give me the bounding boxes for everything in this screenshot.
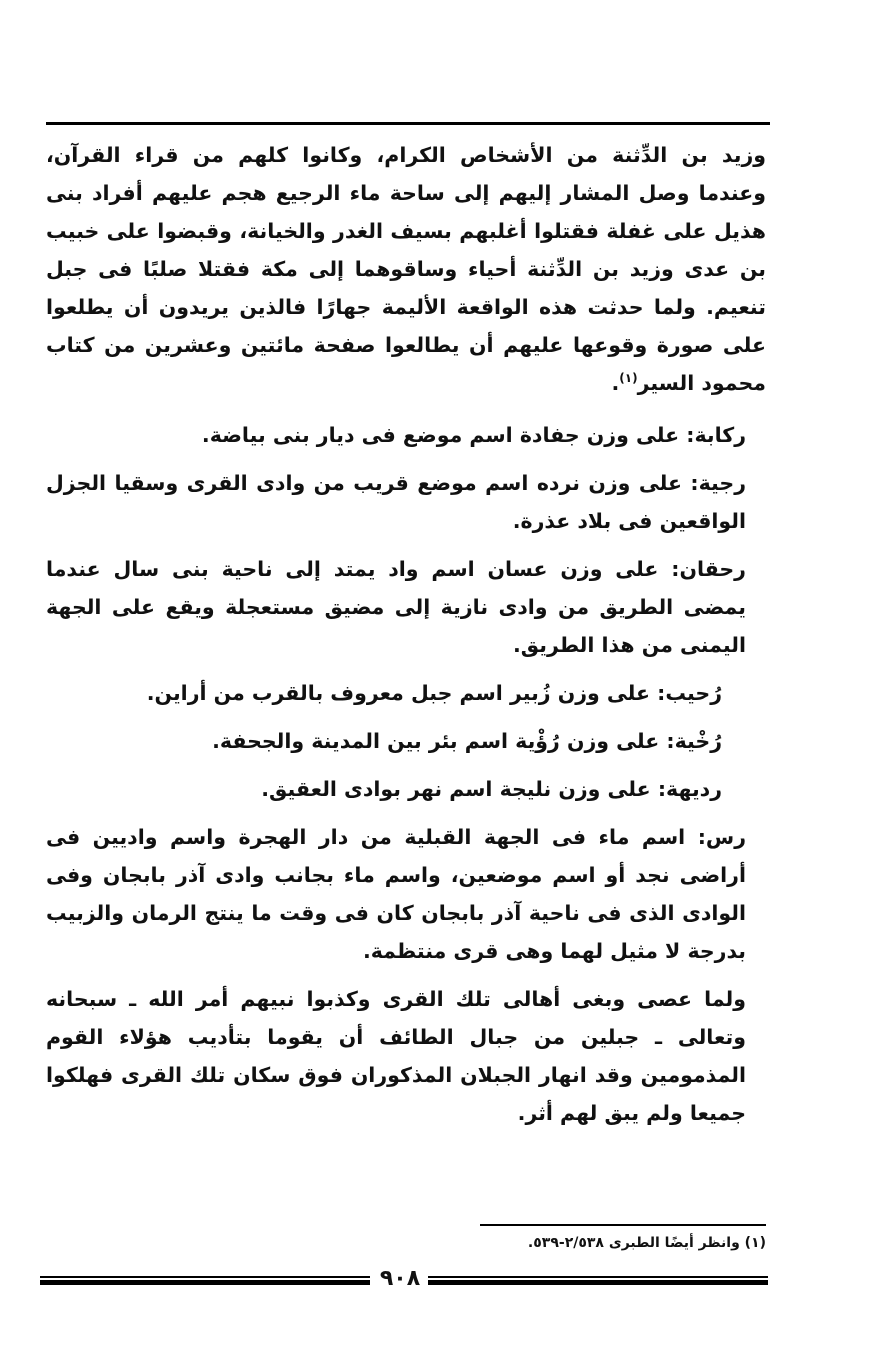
footnote-rule bbox=[480, 1224, 766, 1226]
entry-definition: على وزن نليجة اسم نهر بوادى العقيق. bbox=[261, 777, 658, 801]
entry-definition: على وزن عسان اسم واد يمتد إلى ناحية بنى سال عندما يمضى الطريق من وادى نازية إلى مضيق مستعجلة ويقع على الجهة اليمنى من هذا الطريق. bbox=[46, 557, 746, 657]
entry-definition: على وزن زُبير اسم جبل معروف بالقرب من أراين. bbox=[146, 681, 658, 705]
main-paragraph-text: وزيد بن الدِّثنة من الأشخاص الكرام، وكانوا كلهم من قراء القرآن، وعندما وصل المشار إليهم إلى ساحة ماء الرجيع هجم عليهم أفراد بنى هذيل على غفلة فقتلوا أغلبهم بسيف الغدر والخيانة، وقبضوا على خبيب بن عدى وزيد بن الدِّثنة أحياء وساقوهما إلى مكة فقتلا صلبًا فى جبل تنعيم. ولما حدثت هذه الواقعة الأليمة جهارًا فالذين يريدون أن يطلعوا على صورة وقوعها عليهم أن يطالعوا صفحة مائتين وعشرين من كتاب محمود السير bbox=[46, 143, 766, 395]
footer-rule-thin bbox=[428, 1276, 768, 1278]
entry-definition: اسم ماء فى الجهة القبلية من دار الهجرة واسم واديين فى أراضى نجد أو اسم موضعين، واسم ماء بجانب وادى آذر بابجان وفى الوادى الذى فى ناحية آذر بابجان كان فى وقت ما ينتج الرمان والزبيب بدرجة لا مثيل لهما وهى قرى منتظمة. bbox=[46, 825, 746, 963]
header-rule bbox=[46, 122, 770, 125]
entry-term: رُحيب: bbox=[657, 681, 722, 705]
entry-term: رس: bbox=[697, 825, 746, 849]
entry-rajiya bbox=[46, 464, 766, 540]
main-paragraph-end: . bbox=[611, 371, 620, 395]
entry-definition: على وزن نرده اسم موضع قريب من وادى القرى وسقيا الجزل الواقعين فى بلاد عذرة. bbox=[46, 471, 746, 533]
entry-term: رجية: bbox=[690, 471, 746, 495]
entry-rukhya bbox=[46, 722, 766, 760]
entry-radiha bbox=[46, 770, 766, 808]
entry-term: رحقان: bbox=[671, 557, 746, 581]
footer-rule-thin bbox=[40, 1276, 370, 1278]
entry-term: رديهة: bbox=[657, 777, 722, 801]
page-number: ٩٠٨ bbox=[379, 1266, 421, 1291]
footer-rule-left bbox=[40, 1276, 370, 1285]
closing-paragraph: ولما عصى وبغى أهالى تلك القرى وكذبوا نبيهم أمر الله ـ سبحانه وتعالى ـ جبلين من جبال الطائف أن يقوما بتأديب هؤلاء القوم المذمومين وقد انهار الجبلان المذكوران فوق سكان تلك القرى فهلكوا جميعا ولم يبق لهم أثر. bbox=[46, 987, 746, 1125]
footer-rule-thick bbox=[428, 1280, 768, 1285]
footnote: (١) وانظر أيضًا الطبرى ٢/٥٣٨-٥٣٩. bbox=[527, 1235, 766, 1251]
footer-rule-right bbox=[428, 1276, 768, 1285]
main-paragraph bbox=[46, 136, 766, 402]
entry-term: ركابة: bbox=[686, 423, 746, 447]
entry-ruhaib bbox=[46, 674, 766, 712]
entry-rass bbox=[46, 818, 766, 970]
entry-rahqan bbox=[46, 550, 766, 664]
entry-term: رُخْية: bbox=[666, 729, 722, 753]
entry-rakaba bbox=[46, 416, 766, 454]
footnote-reference: (١) bbox=[619, 371, 638, 386]
entry-definition: على وزن جفادة اسم موضع فى ديار بنى بياضة. bbox=[201, 423, 687, 447]
entry-definition: على وزن رُؤْية اسم بئر بين المدينة والجحفة. bbox=[212, 729, 667, 753]
footer-rule-thick bbox=[40, 1280, 370, 1285]
page-body bbox=[46, 136, 766, 1142]
